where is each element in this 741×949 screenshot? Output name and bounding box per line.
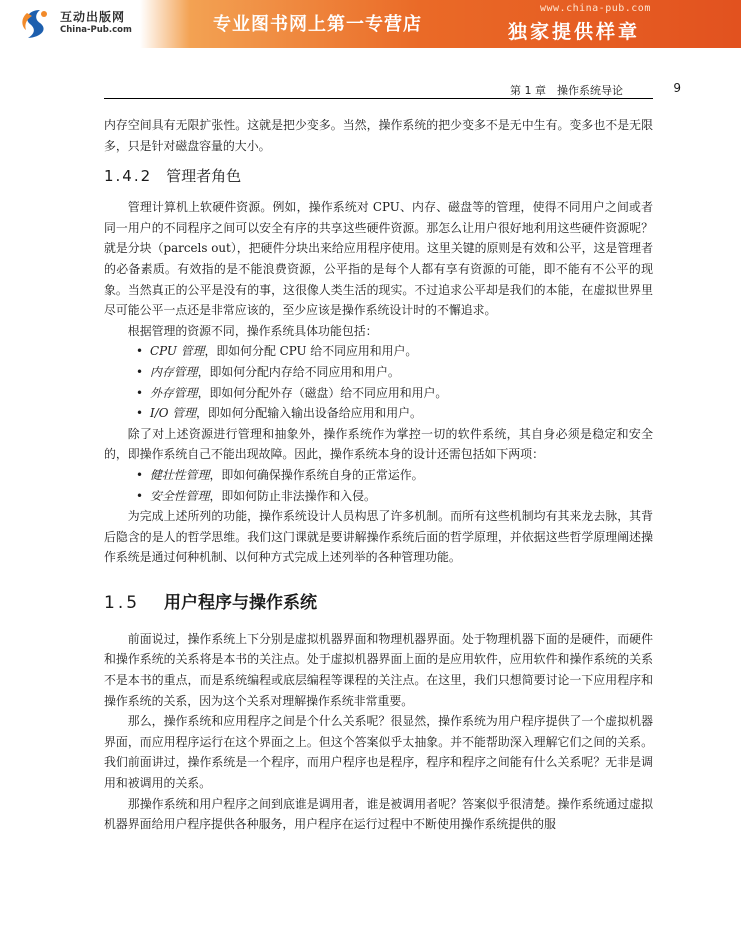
bullet-list xyxy=(104,341,653,423)
list-item-text: ，即如何分配输入输出设备给应用和用户。 xyxy=(196,406,422,421)
bullet-icon: • xyxy=(136,488,144,503)
site-banner xyxy=(0,0,741,48)
page-body xyxy=(104,115,653,835)
subsection-title: 管理者角色 xyxy=(166,167,242,186)
page-number: 9 xyxy=(673,81,681,95)
china-pub-logo-icon xyxy=(18,7,52,41)
logo-name: 互动出版网 xyxy=(60,10,126,24)
bullet-icon: • xyxy=(136,364,144,379)
subsection-heading xyxy=(104,164,653,188)
list-item-term: CPU 管理 xyxy=(150,344,205,359)
list-item xyxy=(136,486,653,507)
paragraph: 前面说过，操作系统上下分别是虚拟机器界面和物理机器界面。处于物理机器下面的是硬件，而硬件和操作系统的关系将是本书的关注点。处于虚拟机器界面上面的是应用软件，应用软件和操作系统的关系不是本书的重点，而是系统编程或底层编程等课程的关注点。在这里，我们只想简要讨论一下应用程序和操作系统的关系，因为这个关系对理解操作系统非常重要。 xyxy=(104,631,653,708)
paragraph: 根据管理的资源不同，操作系统具体功能包括： xyxy=(127,323,378,338)
chapter-title: 第 1 章 操作系统导论 xyxy=(510,84,623,97)
paragraph: 那操作系统和用户程序之间到底谁是调用者，谁是被调用者呢？答案似乎很清楚。操作系统通过虚拟机器界面给用户程序提供各种服务，用户程序在运行过程中不断使用操作系统提供的服 xyxy=(104,796,653,832)
bullet-icon: • xyxy=(136,385,144,400)
list-item-term: 健壮性管理 xyxy=(150,467,210,482)
paragraph: 内存空间具有无限扩张性。这就是把少变多。当然，操作系统的把少变多不是无中生有。变多也不是无限多，只是针对磁盘容量的大小。 xyxy=(104,118,653,153)
paragraph: 那么，操作系统和应用程序之间是个什么关系呢？很显然，操作系统为用户程序提供了一个虚拟机器界面，而应用程序运行在这个界面之上。但这个答案似乎太抽象。并不能帮助深入理解它们之间的关系。我们前面讲过，操作系统是一个程序，而用户程序也是程序，程序和程序之间能有什么关系呢？无非是调用和被调用的关系。 xyxy=(104,714,653,791)
section-title: 用户程序与操作系统 xyxy=(164,592,318,613)
section-heading xyxy=(104,590,653,616)
list-item-text: ，即如何分配内存给不同应用和用户。 xyxy=(197,364,400,379)
list-item-term: 内存管理 xyxy=(150,364,198,379)
list-item xyxy=(136,465,653,486)
list-item xyxy=(136,362,653,383)
list-item-text: ，即如何分配外存（磁盘）给不同应用和用户。 xyxy=(197,385,448,400)
banner-slogan: 专业图书网上第一专营店 xyxy=(213,14,422,35)
list-item-term: 外存管理 xyxy=(150,385,198,400)
list-item xyxy=(136,341,653,362)
banner-site-url: www.china-pub.com xyxy=(540,3,651,14)
section-number: 1.5 xyxy=(104,592,141,613)
list-item xyxy=(136,403,653,424)
bullet-icon: • xyxy=(136,467,144,482)
bullet-list xyxy=(104,465,653,506)
list-item-text: ，即如何分配 CPU 给不同应用和用户。 xyxy=(204,344,418,359)
list-item-term: 安全性管理 xyxy=(150,488,210,503)
list-item-text: ，即如何确保操作系统自身的正常运作。 xyxy=(209,467,424,482)
paragraph: 除了对上述资源进行管理和抽象外，操作系统作为掌控一切的软件系统，其自身必须是稳定和安全的，即操作系统自己不能出现故障。因此，操作系统本身的设计还需包括如下两项： xyxy=(104,426,653,462)
logo-url: China-Pub.com xyxy=(60,25,132,35)
running-header xyxy=(104,81,681,99)
bullet-icon: • xyxy=(136,344,144,359)
paragraph: 管理计算机上软硬件资源。例如，操作系统对 CPU、内存、磁盘等的管理，使得不同用户之间或者同一用户的不同程序之间可以安全有序的共享这些硬件资源。那怎么让用户很好地利用这些硬件资源呢？就是分块（parcels out），把硬件分块出来给应用程序使用。这里关键的原则是有效和公平，这是管理者的必备素质。有效指的是不能浪费资源，公平指的是每个人都有享有资源的可能，即不能有不公平的现象。当然真正的公平是没有的事，这很像人类生活的现实。不过追求公平却是我们的本能，在虚拟世界里尽可能公平一点还是非常应该的，至少应该是操作系统设计时的不懈追求。 xyxy=(104,200,653,318)
paragraph: 为完成上述所列的功能，操作系统设计人员构思了许多机制。而所有这些机制均有其来龙去脉，其背后隐含的是人的哲学思维。我们这门课就是要讲解操作系统后面的哲学原理，并依据这些哲学原理阐述操作系统是通过何种机制、以何种方式完成上述列举的各种管理功能。 xyxy=(104,509,653,565)
list-item xyxy=(136,383,653,404)
list-item-term: I/O 管理 xyxy=(150,406,197,421)
bullet-icon: • xyxy=(136,406,144,421)
subsection-number: 1.4.2 xyxy=(104,167,153,186)
banner-sample-tag: 独家提供样章 xyxy=(508,21,641,43)
list-item-text: ，即如何防止非法操作和入侵。 xyxy=(209,488,376,503)
